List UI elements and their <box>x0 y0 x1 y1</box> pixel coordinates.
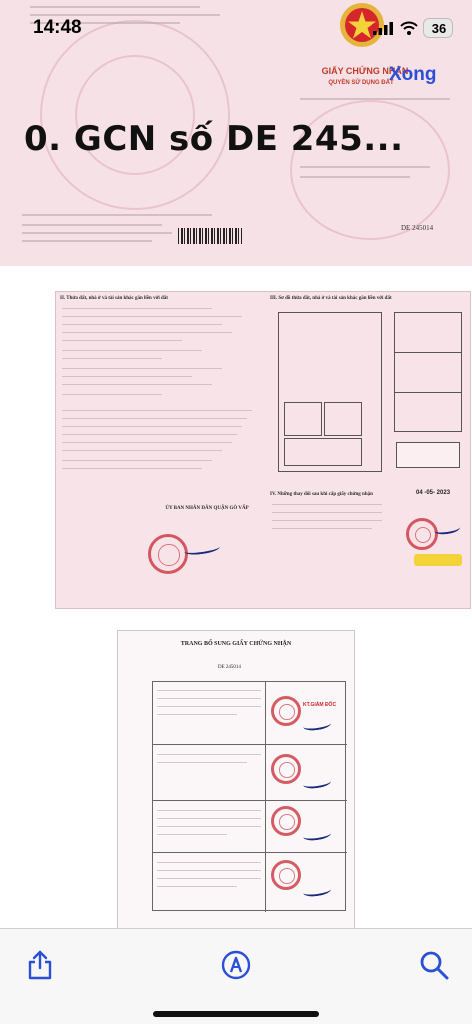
stamp-label: KT.GIÁM ĐỐC <box>303 702 337 708</box>
document-page-3 <box>118 631 354 929</box>
status-bar <box>0 0 472 56</box>
text-line <box>300 98 450 100</box>
signature <box>302 828 331 842</box>
text-line <box>157 698 261 699</box>
section-changes: IV. Những thay đổi sau khi cấp giấy chứng nhận <box>270 492 373 497</box>
document-page-2 <box>56 292 470 608</box>
table-divider <box>153 800 347 801</box>
coordinate-table <box>396 442 460 468</box>
text-line <box>62 316 242 317</box>
home-indicator[interactable] <box>153 1011 319 1017</box>
text-line <box>62 468 202 469</box>
section-land-parcel: II. Thửa đất, nhà ở và tài sản khác gắn liền với đất <box>60 296 168 301</box>
text-line <box>157 826 261 827</box>
status-time: 14:48 <box>33 17 82 38</box>
text-line <box>157 878 261 879</box>
text-line <box>22 224 162 226</box>
text-line <box>62 426 242 427</box>
bottom-toolbar <box>0 928 472 1024</box>
signature <box>302 884 331 898</box>
text-line <box>272 512 382 513</box>
text-line <box>62 394 162 395</box>
red-seal-stamp <box>271 806 301 836</box>
text-line <box>157 754 261 755</box>
house-plan-divider <box>394 352 462 353</box>
supplement-page-title: TRANG BỔ SUNG GIẤY CHỨNG NHẬN <box>180 641 292 647</box>
text-line <box>272 520 382 521</box>
issuing-authority: ỦY BAN NHÂN DÂN QUẬN GÒ VẤP <box>165 506 249 511</box>
text-line <box>62 384 212 385</box>
text-line <box>22 214 212 216</box>
barcode-icon <box>178 228 242 244</box>
change-date: 04 -05- 2023 <box>416 490 451 496</box>
signature <box>302 776 331 790</box>
red-seal-stamp <box>406 518 438 550</box>
table-divider <box>265 682 266 912</box>
table-divider <box>153 852 347 853</box>
text-line <box>62 332 232 333</box>
text-line <box>62 324 222 325</box>
red-seal-stamp <box>148 534 188 574</box>
text-line <box>300 176 410 178</box>
text-line <box>300 166 430 168</box>
text-line <box>62 460 212 461</box>
certificate-heading: GIẤY CHỨNG NHẬN <box>321 66 409 76</box>
text-line <box>62 350 202 351</box>
done-button[interactable]: Xong <box>389 64 437 85</box>
text-line <box>157 714 237 715</box>
certificate-subheading: QUYỀN SỬ DỤNG ĐẤT <box>328 80 394 86</box>
changes-table <box>152 681 346 911</box>
text-line <box>62 442 232 443</box>
text-line <box>62 368 222 369</box>
parcel-plan-block <box>284 438 362 466</box>
text-line <box>62 434 237 435</box>
text-line <box>272 528 372 529</box>
text-line <box>62 340 182 341</box>
signature <box>302 718 331 732</box>
text-line <box>157 862 261 863</box>
text-line <box>157 886 237 887</box>
certificate-serial: DE 245014 <box>401 224 434 232</box>
text-line <box>22 232 172 234</box>
text-line <box>62 410 252 411</box>
signature <box>183 542 220 557</box>
parcel-plan-block <box>284 402 322 436</box>
text-line <box>62 308 212 309</box>
house-plan-divider <box>394 392 462 393</box>
text-line <box>157 834 227 835</box>
search-icon[interactable] <box>418 949 450 981</box>
red-seal-stamp <box>271 696 301 726</box>
battery-level: 36 <box>431 21 447 36</box>
text-line <box>157 762 247 763</box>
markup-icon[interactable] <box>220 949 252 981</box>
house-plan <box>394 312 462 432</box>
text-line <box>62 358 162 359</box>
document-title-overlay: 0. GCN số DE 245... <box>24 119 404 159</box>
text-line <box>22 240 152 242</box>
table-divider <box>153 744 347 745</box>
red-seal-stamp <box>271 754 301 784</box>
text-line <box>157 810 261 811</box>
text-line <box>62 418 247 419</box>
section-parcel-diagram: III. Sơ đồ thửa đất, nhà ở và tài sản khác gắn liền với đất <box>270 296 392 301</box>
signal-icon <box>373 22 393 35</box>
text-line <box>62 376 192 377</box>
text-line <box>157 870 261 871</box>
text-line <box>157 690 261 691</box>
share-icon[interactable] <box>24 949 56 981</box>
text-line <box>157 818 261 819</box>
signature <box>433 522 460 536</box>
parcel-plan-block <box>324 402 362 436</box>
battery-icon <box>423 18 453 38</box>
wifi-icon <box>400 21 418 35</box>
text-line <box>157 706 261 707</box>
highlight-sticker <box>414 554 462 566</box>
text-line <box>272 504 382 505</box>
red-seal-stamp <box>271 860 301 890</box>
text-line <box>62 450 222 451</box>
supplement-serial: DE 245014 <box>218 665 241 670</box>
